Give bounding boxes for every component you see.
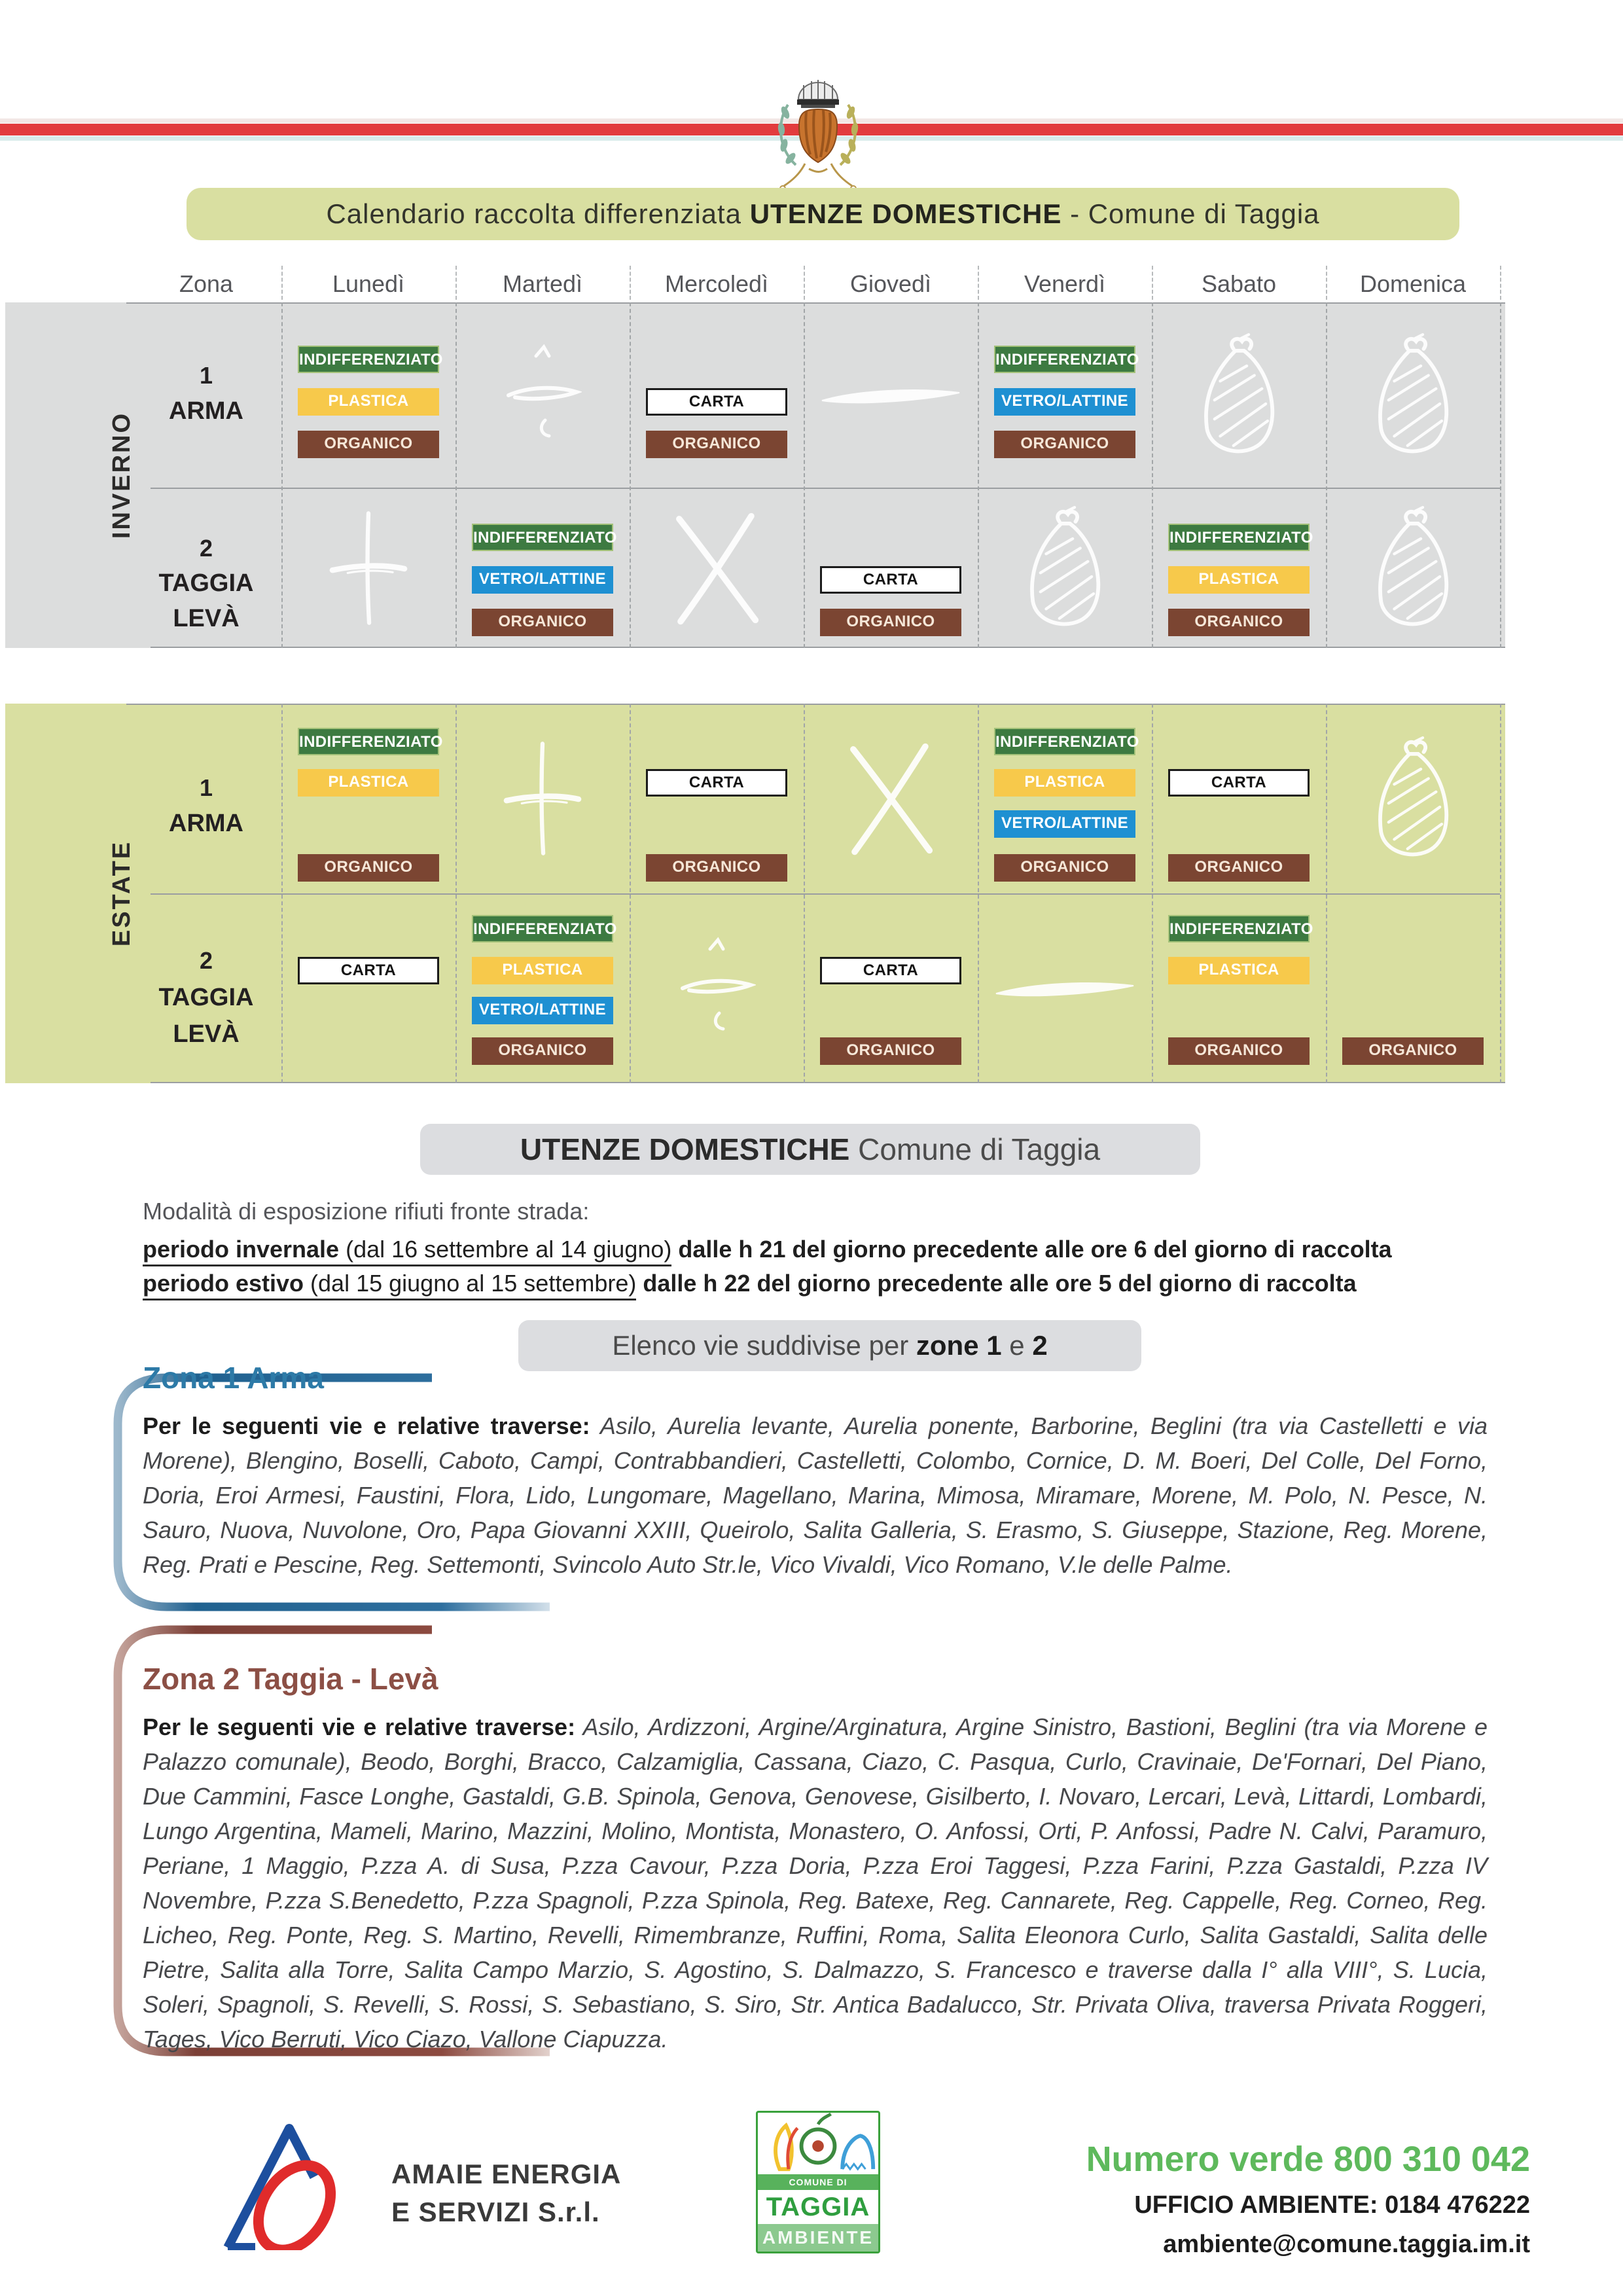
summer-panel [5, 704, 1505, 1083]
zona2-street-list: Asilo, Ardizzoni, Argine/Arginatura, Argine Sinistro, Bastioni, Beglini (tra via Morene e Palazzo comunale), Beodo, Borghi, Bracco, Calzamiglia, Cassana, Ciazo, C. Pasqua, Curlo, Cravinaie, De'Fornari, Del Piano, Due Cammini, Fasce Longhe, Gastaldi, G.B. Spinola, Genova, Genovese, Gisilberto, I. Novaro, Lercari, Levà, Littardi, Lombardi, Lungo Argentina, Mameli, Marino, Mazzini, Molino, Montista, Monastero, O. Anfossi, Orti, P. Anfossi, Padre N. Calvi, Paramuro, Periane, 1 Maggio, P.zza A. di Susa, P.zza Cavour, P.zza Doria, P.zza Eroi Taggesi, P.zza Farini, P.zza Gastaldi, P.zza IV Novembre, P.zza S.Benedetto, P.zza Spagnoli, P.zza Spinola, Reg. Batexe, Reg. Cannarete, Reg. Cappelle, Reg. Corneo, Reg. Licheo, Reg. Ponte, Reg. S. Martino, Revelli, Rimembranze, Ruffini, Roma, Salita Eleonora Curlo, Salita Gastaldi, Salita delle Pietre, Salita alla Torre, Salita Campo Marzio, S. Agostino, S. Dalmazzo, S. Francesco e traverse dalla I° alla VIII°, S. Lucia, Soleri, Spagnoli, S. Revelli, S. Rossi, S. Sebastiano, S. Siro, Str. Antica Badalucco, Str. Privata Oliva, traversa Privata Roggeri, Tages, Vico Berruti, Vico Ciazo, Vallone Ciapuzza. [143, 1713, 1488, 2053]
cell-inverno-taggia-martedi [455, 488, 630, 648]
zona2-lead: Per le seguenti vie e relative traverse: [143, 1713, 576, 1740]
badge-carta: CARTA [820, 566, 961, 594]
zone-number: 2 [199, 535, 213, 562]
cell-estate-arma-martedi [455, 704, 630, 893]
cell-estate-taggia-lunedi [281, 893, 455, 1083]
header-divider [804, 266, 805, 300]
col-header-domenica: Domenica [1359, 270, 1467, 297]
title-bold: UTENZE DOMESTICHE [749, 198, 1062, 229]
cell-estate-arma-venerdi [978, 704, 1152, 893]
badge-indifferenziato: INDIFFERENZIATO [298, 728, 439, 755]
zone-name: LEVÀ [173, 605, 240, 632]
badge-organico: ORGANICO [1168, 1037, 1310, 1065]
badge-indifferenziato: INDIFFERENZIATO [1168, 524, 1310, 551]
section-title-utenze [420, 1124, 1200, 1175]
col-header-venerdi: Venerdì [1024, 270, 1106, 297]
column-divider [1500, 704, 1501, 1083]
elenco-mid: e [1001, 1330, 1033, 1361]
badge-organico: ORGANICO [646, 854, 787, 882]
badge-carta: CARTA [646, 769, 787, 797]
badge-carta: CARTA [820, 957, 961, 984]
winter-dates: (dal 16 settembre al 14 giugno) [339, 1236, 671, 1266]
amaie-name-line1: AMAIE ENERGIA [391, 2159, 622, 2189]
badge-indifferenziato: INDIFFERENZIATO [472, 524, 613, 551]
plus-sketch [326, 509, 411, 627]
zona1-lead: Per le seguenti vie e relative traverse: [143, 1412, 590, 1439]
ufficio-ambiente-phone: UFFICIO AMBIENTE: 0184 476222 [1134, 2191, 1530, 2219]
trash-bag-sketch [1366, 506, 1461, 630]
cell-inverno-arma-martedi [455, 302, 630, 488]
cell-inverno-arma-lunedi [281, 302, 455, 488]
header-divider [1500, 266, 1501, 300]
cell-inverno-arma-domenica [1326, 302, 1500, 488]
winter-rest: dalle h 21 del giorno precedente alle ore 6 del giorno di raccolta [671, 1236, 1392, 1263]
col-header-sabato: Sabato [1201, 270, 1277, 297]
header-divider [1152, 266, 1153, 300]
x-sketch [842, 740, 940, 857]
trash-bag-sketch [1192, 333, 1287, 457]
col-header-lunedi: Lunedì [332, 270, 405, 297]
season-label-inverno: INVERNO [108, 411, 135, 539]
cell-estate-arma-sabato [1152, 704, 1326, 893]
badge-organico: ORGANICO [1342, 1037, 1484, 1065]
col-header-giovedi: Giovedì [849, 270, 932, 297]
swirl-sketch [503, 343, 582, 448]
cell-inverno-taggia-lunedi [281, 488, 455, 648]
trash-bag-sketch [1366, 736, 1461, 861]
col-header-zona: Zona [179, 270, 234, 297]
swirl-sketch [677, 936, 756, 1041]
cell-inverno-taggia-mercoledi [630, 488, 804, 648]
cell-estate-taggia-venerdi [978, 893, 1152, 1083]
zone-name: TAGGIA [158, 569, 254, 597]
zona1-street-list: Asilo, Aurelia levante, Aurelia ponente, Barborine, Beglini (tra via Castelletti e via Morene), Blengino, Boselli, Caboto, Campi, Contrabbandieri, Castelletti, Colombo, Cornice, D. M. Boeri, Del Colle, Del Forno, Doria, Eroi Armesi, Faustini, Flora, Lido, Lungomare, Magellano, Marina, Mimosa, Miramare, Morene, M. Polo, N. Pesce, N. Sauro, Nuova, Nuvolone, Oro, Papa Giovanni XXIII, Queirolo, Salita Galleria, S. Erasmo, S. Giuseppe, Stazione, Reg. Morene, Reg. Prati e Pescine, Reg. Settemonti, Svincolo Auto Str.le, Vico Vivaldi, Vico Romano, V.le delle Palme. [143, 1412, 1488, 1578]
elenco-bold2: 2 [1032, 1330, 1048, 1361]
cell-inverno-arma-mercoledi [630, 302, 804, 488]
winter-panel [5, 302, 1505, 648]
badge-indifferenziato: INDIFFERENZIATO [1168, 915, 1310, 942]
badge-plastica: PLASTICA [298, 769, 439, 797]
badge-carta: CARTA [1168, 769, 1310, 797]
badge-plastica: PLASTICA [472, 957, 613, 984]
zone-name: ARMA [169, 810, 243, 837]
cell-estate-taggia-martedi [455, 893, 630, 1083]
taggia-ambiente-logo [756, 2111, 880, 2253]
season-label-estate: ESTATE [108, 840, 135, 947]
cell-inverno-arma-venerdi [978, 302, 1152, 488]
column-divider [1500, 302, 1501, 648]
title-tail: - Comune di Taggia [1061, 198, 1320, 229]
summer-rest: dalle h 22 del giorno precedente alle ore 5 del giorno di raccolta [636, 1270, 1357, 1297]
badge-organico: ORGANICO [472, 1037, 613, 1065]
amaie-logo-icon [216, 2119, 380, 2250]
cell-estate-taggia-domenica [1326, 893, 1500, 1083]
header-divider [455, 266, 457, 300]
utenze-bold: UTENZE DOMESTICHE [520, 1132, 850, 1166]
cell-inverno-arma-sabato [1152, 302, 1326, 488]
badge-organico: ORGANICO [298, 431, 439, 458]
badge-organico: ORGANICO [994, 854, 1135, 882]
badge-vetro-lattine: VETRO/LATTINE [472, 566, 613, 594]
col-header-martedi: Martedì [502, 270, 583, 297]
cell-estate-taggia-sabato [1152, 893, 1326, 1083]
zona1-heading: Zona 1 Arma [143, 1361, 324, 1395]
cell-estate-arma-lunedi [281, 704, 455, 893]
elenco-prefix: Elenco vie suddivise per [612, 1330, 916, 1361]
dash-sketch [993, 969, 1137, 1008]
modalita-inverno [143, 1236, 1392, 1263]
badge-indifferenziato: INDIFFERENZIATO [298, 346, 439, 373]
badge-vetro-lattine: VETRO/LATTINE [994, 810, 1135, 838]
header-divider [630, 266, 631, 300]
col-header-mercoledi: Mercoledì [664, 270, 769, 297]
cell-estate-taggia-mercoledi [630, 893, 804, 1083]
header-divider [978, 266, 979, 300]
badge-organico: ORGANICO [994, 431, 1135, 458]
cell-inverno-taggia-giovedi [804, 488, 978, 648]
zona1-streets [143, 1408, 1488, 1582]
badge-plastica: PLASTICA [298, 388, 439, 416]
badge-vetro-lattine: VETRO/LATTINE [472, 997, 613, 1024]
taggia-logo-comune-label: COMUNE DI [758, 2174, 878, 2190]
page-title [187, 188, 1459, 240]
badge-vetro-lattine: VETRO/LATTINE [994, 388, 1135, 416]
badge-plastica: PLASTICA [1168, 957, 1310, 984]
taggia-logo-name: TAGGIA [766, 2193, 870, 2221]
amaie-name-line2: E SERVIZI S.r.l. [391, 2197, 600, 2227]
summer-dates: (dal 15 giugno al 15 settembre) [304, 1270, 636, 1300]
ambiente-email: ambiente@comune.taggia.im.it [1163, 2231, 1530, 2258]
badge-organico: ORGANICO [1168, 854, 1310, 882]
taggia-crest-icon [758, 73, 878, 204]
zone-name: ARMA [169, 397, 243, 425]
zone-name: TAGGIA [158, 984, 254, 1011]
taggia-logo-ambiente-label: AMBIENTE [758, 2224, 878, 2251]
numero-verde: Numero verde 800 310 042 [1086, 2140, 1530, 2179]
section-title-elenco [518, 1320, 1141, 1371]
badge-organico: ORGANICO [820, 1037, 961, 1065]
cell-estate-taggia-giovedi [804, 893, 978, 1083]
x-sketch [668, 509, 766, 627]
badge-indifferenziato: INDIFFERENZIATO [994, 346, 1135, 373]
cell-inverno-arma-giovedi [804, 302, 978, 488]
header-divider [281, 266, 283, 300]
trash-bag-sketch [1366, 333, 1461, 457]
elenco-bold1: zone 1 [916, 1330, 1002, 1361]
header-divider [1326, 266, 1327, 300]
badge-organico: ORGANICO [472, 609, 613, 636]
cell-inverno-taggia-sabato [1152, 488, 1326, 648]
badge-carta: CARTA [298, 957, 439, 984]
summer-term: periodo estivo [143, 1270, 304, 1300]
trash-bag-sketch [1018, 506, 1113, 630]
badge-organico: ORGANICO [1168, 609, 1310, 636]
badge-indifferenziato: INDIFFERENZIATO [994, 728, 1135, 755]
zone-name: LEVÀ [173, 1020, 240, 1048]
winter-term: periodo invernale [143, 1236, 339, 1266]
cell-estate-arma-mercoledi [630, 704, 804, 893]
badge-carta: CARTA [646, 388, 787, 416]
zone-number: 2 [199, 947, 213, 974]
taggia-logo-art [759, 2113, 877, 2174]
cell-estate-arma-giovedi [804, 704, 978, 893]
badge-plastica: PLASTICA [1168, 566, 1310, 594]
modalita-intro: Modalità di esposizione rifiuti fronte strada: [143, 1198, 590, 1225]
zona2-streets [143, 1710, 1488, 2056]
badge-organico: ORGANICO [820, 609, 961, 636]
plus-sketch [500, 740, 585, 857]
zona2-heading: Zona 2 Taggia - Levà [143, 1662, 438, 1696]
modalita-estate [143, 1270, 1357, 1297]
cell-inverno-taggia-venerdi [978, 488, 1152, 648]
zone-number: 1 [199, 362, 213, 389]
badge-organico: ORGANICO [646, 431, 787, 458]
dash-sketch [819, 376, 963, 415]
cell-inverno-taggia-domenica [1326, 488, 1500, 648]
badge-plastica: PLASTICA [994, 769, 1135, 797]
badge-organico: ORGANICO [298, 854, 439, 882]
title-normal: Calendario raccolta differenziata [326, 198, 750, 229]
zone-number: 1 [199, 774, 213, 801]
cell-estate-arma-domenica [1326, 704, 1500, 893]
utenze-normal: Comune di Taggia [849, 1132, 1101, 1166]
badge-indifferenziato: INDIFFERENZIATO [472, 915, 613, 942]
